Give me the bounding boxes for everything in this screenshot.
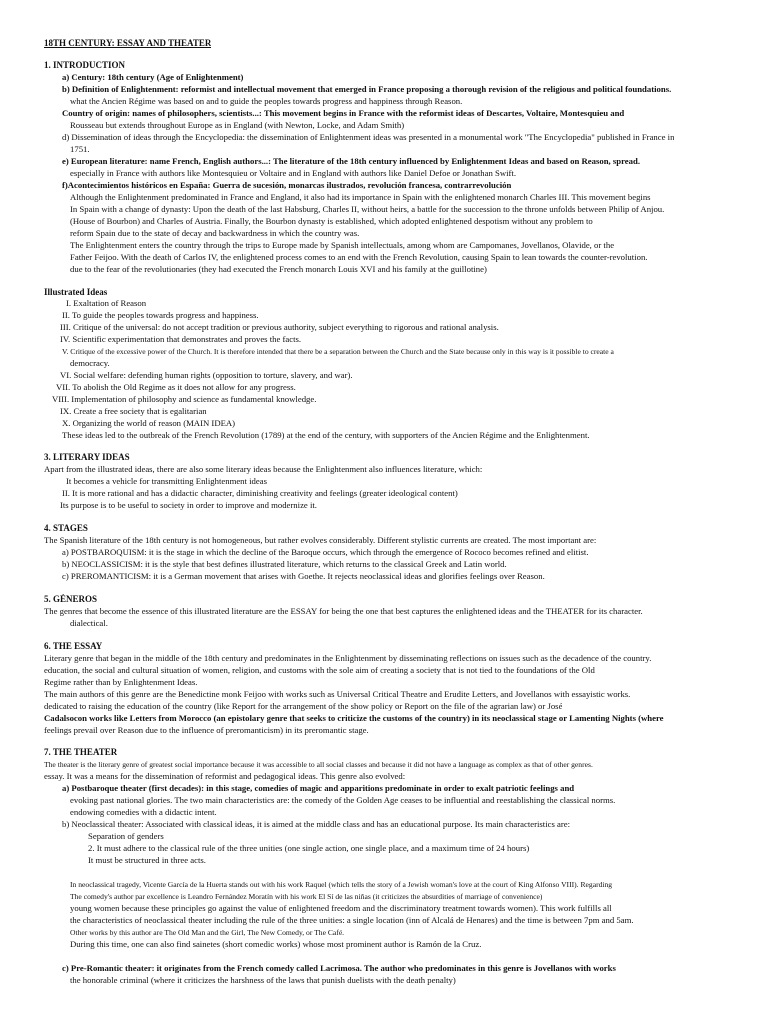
idea-item: I. Exaltation of Reason bbox=[66, 298, 147, 308]
essay-line: dedicated to raising the education of the country (like Report for the arrangement of the show policy or Report on the file of the agrarian law) or José bbox=[44, 701, 563, 711]
intro-encyclopedia-cont: 1751. bbox=[70, 144, 90, 154]
theater-postbaroque-line: evoking past national glories. The two main characteristics are: the comedy of the Golden Age ceases to be influential and reestablishing the classical norms. bbox=[70, 795, 616, 805]
theater-intro: essay. It was a means for the dissemination of reformist and pedagogical ideas. This genre also evolved: bbox=[44, 771, 406, 781]
theater-neoclassical-line: In neoclassical tragedy, Vicente García de la Huerta stands out with his work Raquel (which tells the story of a Jewish woman's love at the court of King Alfonso VIII). Regarding bbox=[70, 880, 613, 889]
literary-line: It becomes a vehicle for transmitting Enlightenment ideas bbox=[66, 476, 267, 486]
section-heading-generos: 5. GÉNEROS bbox=[44, 594, 98, 604]
intro-country: Country of origin: names of philosophers, scientists...: This movement begins in France with the reformist ideas of Descartes, Voltaire, Montesquieu and bbox=[62, 108, 625, 118]
theater-neoclassical-line: During this time, one can also find sainetes (short comedic works) whose most prominent author is Ramón de la Cruz. bbox=[70, 939, 482, 949]
section-heading-stages: 4. STAGES bbox=[44, 523, 88, 533]
essay-line: feelings prevail over Reason due to the influence of preromanticism) in its preromantic stage. bbox=[44, 725, 369, 735]
theater-postbaroque-line: endowing comedies with a didactic intent. bbox=[70, 807, 217, 817]
intro-century: a) Century: 18th century (Age of Enlightenment) bbox=[62, 72, 244, 82]
essay-line: Literary genre that began in the middle of the 18th century and predominates in the Enlightenment by disseminating reflections on issues such as the decadence of the country. bbox=[44, 653, 652, 663]
intro-spain-line: Father Feijoo. With the death of Carlos IV, the enlightened process comes to an end with the French Revolution, causing Spain to lean towards the counter-revolution. bbox=[70, 252, 648, 262]
theater-neoclassical-line: the characteristics of neoclassical theater including the rule of the three unities: a single location (inn of Alcalá de Henares) and the time is between 7pm and 5am. bbox=[70, 915, 634, 925]
essay-line-bold: Cadalsocon works like Letters from Morocco (an epistolary genre that seeks to criticize the customs of the country) in its neoclassical stage or Lamenting Nights (where bbox=[44, 713, 664, 723]
stages-line: a) POSTBAROQUISM: it is the stage in which the decline of the Baroque occurs, which through the emergence of Rococo becomes refined and elitist. bbox=[62, 547, 589, 557]
intro-spain-line: In Spain with a change of dynasty: Upon the death of the last Habsburg, Charles II, without heirs, a battle for the succession to the throne unfolds between Philip of Anjou. bbox=[70, 204, 665, 214]
idea-item: VIII. Implementation of philosophy and science as fundamental knowledge. bbox=[52, 394, 317, 404]
theater-preromantic-line: the honorable criminal (where it criticizes the harshness of the laws that punish duelists with the death penalty) bbox=[70, 975, 456, 985]
intro-spain-heading: f)Acontecimientos históricos en España: Guerra de sucesión, monarcas ilustrados, revolución francesa, contrarrevolución bbox=[62, 180, 512, 190]
stages-line: c) PREROMANTICISM: it is a German movement that arises with Goethe. It rejects neoclassical ideas and glorifies feelings over Reason. bbox=[62, 571, 545, 581]
idea-item: VI. Social welfare: defending human rights (opposition to torture, slavery, and war). bbox=[60, 370, 353, 380]
intro-spain-line: Although the Enlightenment predominated in France and England, it also had its importance in Spain with the enlightened monarch Charles III. This movement begins bbox=[70, 192, 651, 202]
stages-line: b) NEOCLASSICISM: it is the style that best defines illustrated literature, which returns to the classical Greek and Latin world. bbox=[62, 559, 507, 569]
section-heading-illustrated-ideas: Illustrated Ideas bbox=[44, 287, 108, 297]
section-heading-theater: 7. THE THEATER bbox=[44, 747, 118, 757]
idea-item: V. Critique of the excessive power of the Church. It is therefore intended that there be a separation between the Church and the State because only in this way is it possible to create a bbox=[62, 347, 614, 356]
literary-line: II. It is more rational and has a didactic character, diminishing creativity and feelings (greater ideological content) bbox=[62, 488, 458, 498]
section-heading-essay: 6. THE ESSAY bbox=[44, 641, 103, 651]
essay-line: Regime rather than by Enlightenment Ideas. bbox=[44, 677, 198, 687]
idea-item: IX. Create a free society that is egalitarian bbox=[60, 406, 207, 416]
essay-line: education, the social and cultural situation of women, religion, and customs with the sole aim of creating a society that is not tied to the foundations of the Old bbox=[44, 665, 595, 675]
section-heading-literary-ideas: 3. LITERARY IDEAS bbox=[44, 452, 130, 462]
intro-spain-line: due to the fear of the revolutionaries (they had executed the French monarch Louis XVI and his family at the guillotine) bbox=[70, 264, 487, 274]
theater-preromantic-heading: c) Pre-Romantic theater: it originates from the French comedy called Lacrimosa. The author who predominates in this genre is Jovellanos with works bbox=[62, 963, 616, 973]
idea-item-cont: democracy. bbox=[70, 358, 110, 368]
intro-european-literature-cont: especially in France with authors like Montesquieu or Voltaire and in England with authors like Daniel Defoe or Jonathan Swift. bbox=[70, 168, 517, 178]
ideas-closing: These ideas led to the outbreak of the French Revolution (1789) at the end of the century, with supporters of the Ancien Régime and the Enlightenment. bbox=[62, 430, 590, 440]
theater-neoclassical-line: Other works by this author are The Old Man and the Girl, The New Comedy, or The Café. bbox=[70, 928, 345, 937]
generos-line: dialectical. bbox=[70, 618, 108, 628]
intro-definition-cont: what the Ancien Régime was based on and to guide the peoples towards progress and happiness through Reason. bbox=[70, 96, 463, 106]
document-title: 18TH CENTURY: ESSAY AND THEATER bbox=[44, 38, 212, 48]
theater-postbaroque-heading: a) Postbaroque theater (first decades): in this stage, comedies of magic and apparitions predominate in order to exalt patriotic feelings and bbox=[62, 783, 575, 793]
theater-neoclassical-rule: Separation of genders bbox=[88, 831, 164, 841]
theater-neoclassical-line: The comedy's author par excellence is Leandro Fernández Moratín with his work El Sí de las niñas (it criticizes the absurdities of marriage of convenience) bbox=[70, 892, 543, 901]
stages-line: The Spanish literature of the 18th century is not homogeneous, but rather evolves considerably. Different stylistic currents are created. The most important are: bbox=[44, 535, 597, 545]
intro-encyclopedia: d) Dissemination of ideas through the Encyclopedia: the dissemination of Enlightenment ideas was presented in a monumental work "The Encyclopedia" published in France in bbox=[62, 132, 675, 142]
idea-item: II. To guide the peoples towards progress and happiness. bbox=[62, 310, 259, 320]
intro-country-cont: Rousseau but extends throughout Europe as in England (with Newton, Locke, and Adam Smith) bbox=[70, 120, 405, 130]
essay-line: The main authors of this genre are the Benedictine monk Feijoo with works such as Universal Critical Theatre and Erudite Letters, and Jovellanos with essayistic works. bbox=[44, 689, 631, 699]
intro-spain-line: The Enlightenment enters the country through the trips to Europe made by Spanish intellectuals, among whom are Campomanes, Jovellanos, Olavide, or the bbox=[70, 240, 615, 250]
theater-neoclassical-line: young women because these principles go against the value of enlightened freedom and the discriminatory treatment towards women). This work fulfills all bbox=[70, 903, 612, 913]
idea-item: IV. Scientific experimentation that demonstrates and proves the facts. bbox=[60, 334, 302, 344]
literary-line: Its purpose is to be useful to society in order to improve and modernize it. bbox=[60, 500, 317, 510]
idea-item: VII. To abolish the Old Regime as it does not allow for any progress. bbox=[56, 382, 296, 392]
section-heading-introduction: 1. INTRODUCTION bbox=[44, 60, 126, 70]
intro-spain-line: (House of Bourbon) and Charles of Austria. Finally, the Bourbon dynasty is established, which adopted enlightened despotism without any problem to bbox=[70, 216, 593, 226]
intro-spain-line: reform Spain due to the state of decay and backwardness in which the country was. bbox=[70, 228, 360, 238]
theater-neoclassical-heading: b) Neoclassical theater: Associated with classical ideas, it is aimed at the middle class and has an educational purpose. Its main characteristics are: bbox=[62, 819, 571, 829]
literary-line: Apart from the illustrated ideas, there are also some literary ideas because the Enlightenment also influences literature, which: bbox=[44, 464, 483, 474]
theater-intro: The theater is the literary genre of greatest social importance because it was accessible to all social classes and because it did not have a language as complex as that of other genres. bbox=[44, 760, 593, 769]
idea-item: III. Critique of the universal: do not accept tradition or previous authority, subject everything to rigorous and rational analysis. bbox=[60, 322, 499, 332]
intro-definition: b) Definition of Enlightenment: reformist and intellectual movement that emerged in France proposing a thorough revision of the religious and political foundations. bbox=[62, 84, 672, 94]
theater-neoclassical-rule: 2. It must adhere to the classical rule of the three unities (one single action, one single place, and a maximum time of 24 hours) bbox=[88, 843, 530, 853]
theater-neoclassical-rule: It must be structured in three acts. bbox=[88, 855, 206, 865]
generos-line: The genres that become the essence of this illustrated literature are the ESSAY for being the one that best captures the enlightened ideas and the THEATER for its character. bbox=[44, 606, 643, 616]
intro-european-literature: e) European literature: name French, English authors...: The literature of the 18th century influenced by Enlightenment Ideas and based on Reason, spread. bbox=[62, 156, 640, 166]
idea-item: X. Organizing the world of reason (MAIN IDEA) bbox=[62, 418, 236, 428]
